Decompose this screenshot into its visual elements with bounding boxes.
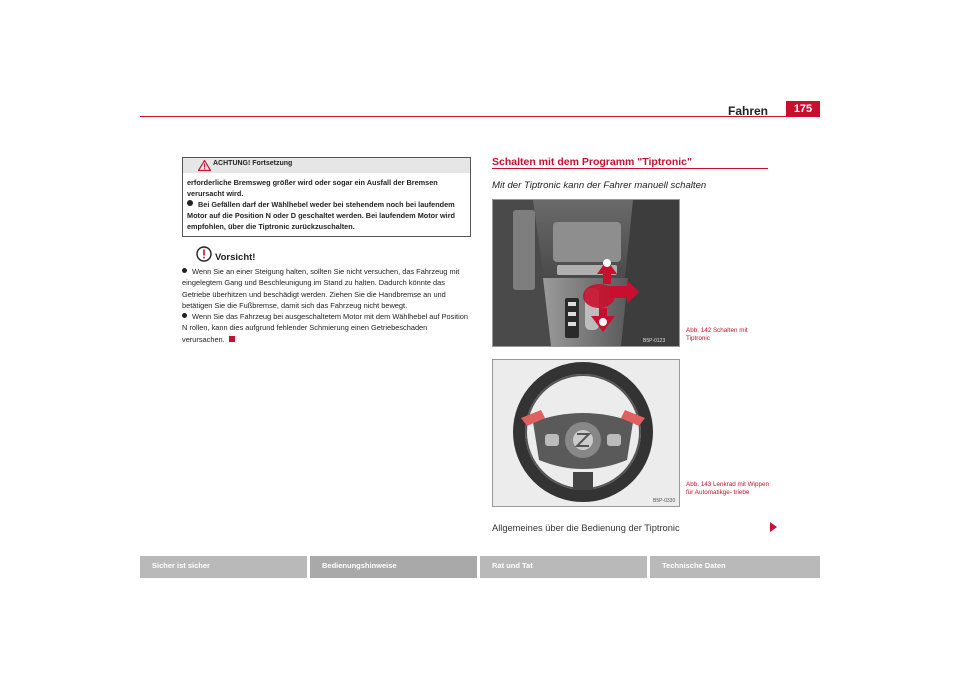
figure-caption: Abb. 142 Schalten mit Tiptronic <box>686 327 748 342</box>
nav-tab-label: Rat und Tat <box>492 561 533 570</box>
figure-steering-wheel <box>492 359 680 507</box>
topic-link[interactable]: Allgemeines über die Bedienung der Tiptronic <box>492 523 680 533</box>
caution-bullet-text: Wenn Sie an einer Steigung halten, sollten Sie nicht versuchen, das Fahrzeug mit eingelegtem Gang und Beschleunigung im Stand zu halten. Dadurch könnte das Getriebe überhitzen und beschädigt werden. Ziehen Sie die Handbremse an und betätigen Sie die Fußbremse, damit sich das Fahrzeug nicht bewegt. <box>182 267 460 310</box>
caution-bullet <box>182 266 472 311</box>
nav-tab-safety[interactable] <box>140 556 307 578</box>
nav-tab-label: Sicher ist sicher <box>152 561 210 570</box>
page-number: 175 <box>786 101 820 117</box>
figure-code: B5P-0330 <box>653 498 676 504</box>
caution-icon <box>196 246 212 262</box>
warning-triangle-icon <box>198 160 211 171</box>
figure-tiptronic-shifter <box>492 199 680 347</box>
steering-wheel-illustration <box>493 360 679 506</box>
bullet-icon <box>187 200 193 206</box>
warning-title: ACHTUNG! Fortsetzung <box>213 160 293 167</box>
warning-bullet <box>187 199 465 232</box>
nav-tab-label: Technische Daten <box>662 561 726 570</box>
nav-tab-technical-data[interactable] <box>650 556 820 578</box>
figure-caption: Abb. 143 Lenkrad mit Wippen für Automatikge- triebe <box>686 481 769 496</box>
caution-title: Vorsicht! <box>215 252 256 263</box>
nav-tab-label: Bedienungshinweise <box>322 561 397 570</box>
caution-bullet <box>182 311 472 345</box>
section-title: Fahren <box>727 104 768 118</box>
figure-code: B5P-0123 <box>643 338 666 344</box>
warning-bullet-text: Bei Gefällen darf der Wählhebel weder bei stehendem noch bei laufendem Motor auf die Position N oder D geschaltet werden. Bei laufendem Motor wird empfohlen, über die Tiptronic zurückzuschalten. <box>187 200 455 231</box>
warning-text <box>187 177 465 232</box>
nav-tab-advice[interactable] <box>480 556 647 578</box>
nav-tab-operation[interactable] <box>310 556 477 578</box>
subsection-intro: Mit der Tiptronic kann der Fahrer manuell schalten <box>492 180 707 191</box>
bullet-icon <box>182 313 187 318</box>
subsection-rule <box>492 168 768 169</box>
warning-line: erforderliche Bremsweg größer wird oder sogar ein Ausfall der Bremsen verursacht wird. <box>187 178 438 198</box>
gear-lever-illustration <box>493 200 679 346</box>
bullet-icon <box>182 268 187 273</box>
end-mark-icon <box>229 336 235 342</box>
subsection-title: Schalten mit dem Programm "Tiptronic" <box>492 156 692 168</box>
next-page-arrow-icon[interactable] <box>770 522 777 532</box>
caution-bullet-text: Wenn Sie das Fahrzeug bei ausgeschaltetem Motor mit dem Wählhebel auf Position N rollen, kann dies aufgrund fehlender Schmierung einen Getriebeschaden verursachen. <box>182 312 468 344</box>
caution-text <box>182 266 472 345</box>
